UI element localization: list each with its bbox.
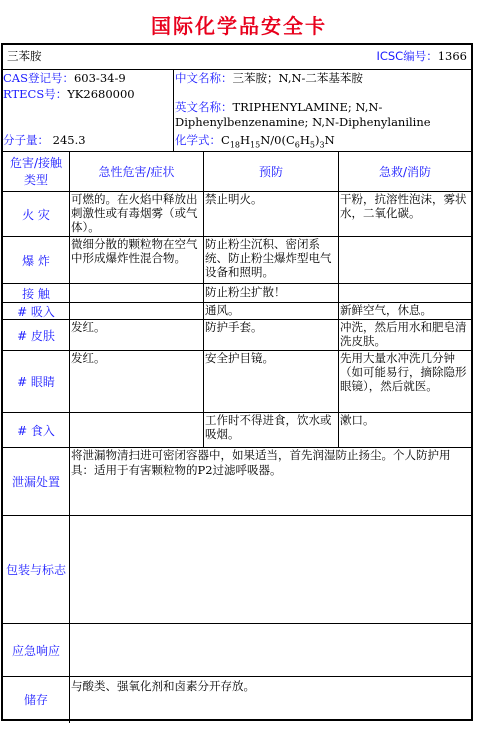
section-label-packaging: 包装与标志 <box>5 563 66 577</box>
fire-symptoms: 可燃的。在火焰中释放出刺激性或有毒烟雾（或气体）。 <box>71 192 198 234</box>
divider <box>3 515 471 516</box>
ingestion-first-aid: 漱口。 <box>340 413 375 427</box>
explosion-prevention: 防止粉尘沉积、密闭系统、防止粉尘爆炸型电气设备和照明。 <box>205 237 332 279</box>
formula-label: 化学式： <box>175 133 221 147</box>
eyes-symptoms: 发红。 <box>71 351 106 365</box>
english-name <box>175 100 471 130</box>
chemical-name: 三苯胺 <box>7 49 42 63</box>
column-header-first-aid: 急救/消防 <box>378 164 432 179</box>
inhalation-first-aid: 新鲜空气，休息。 <box>340 303 432 317</box>
row-label-eyes: # 眼睛 <box>17 375 55 389</box>
divider <box>3 69 471 70</box>
contact-prevention: 防止粉尘扩散！ <box>205 285 286 299</box>
skin-first-aid: 冲洗，然后用水和肥皂清洗皮肤。 <box>340 320 467 348</box>
cn-name-value: 三苯胺；N,N-二苯基苯胺 <box>232 71 363 85</box>
molecular-weight <box>3 133 86 148</box>
skin-symptoms: 发红。 <box>71 320 106 334</box>
column-header-symptoms: 急性危害/症状 <box>98 164 175 179</box>
row-label-explosion: 爆 炸 <box>22 253 50 268</box>
rtecs-number <box>3 87 135 102</box>
column-header-hazard-type: 危害/接触 类型 <box>9 156 63 187</box>
eyes-prevention: 安全护目镜。 <box>205 351 274 365</box>
row-label-contact: 接 触 <box>22 286 50 301</box>
fire-prevention: 禁止明火。 <box>205 192 263 206</box>
chinese-name <box>175 71 363 86</box>
skin-prevention: 防护手套。 <box>205 320 263 334</box>
cn-name-label: 中文名称： <box>175 71 233 85</box>
ingestion-prevention: 工作时不得进食，饮水或吸烟。 <box>205 413 332 441</box>
inhalation-prevention: 通风。 <box>205 303 240 317</box>
divider <box>173 69 174 151</box>
column-header-prevention: 预防 <box>258 164 283 179</box>
divider <box>3 623 471 624</box>
fire-first-aid: 干粉，抗溶性泡沫，雾状水，二氧化碳。 <box>340 192 467 220</box>
divider <box>3 283 471 284</box>
rtecs-label: RTECS号： <box>3 87 68 101</box>
en-name-label: 英文名称： <box>175 100 233 114</box>
cas-number <box>3 71 126 86</box>
icsc-number <box>376 49 467 64</box>
icsc-label: ICSC编号： <box>376 49 438 63</box>
en-name-line2: Diphenylbenzenamine; N,N-Diphenylaniline <box>175 115 431 129</box>
mw-value: 245.3 <box>52 133 86 147</box>
cas-label: CAS登记号： <box>3 71 74 85</box>
row-label-inhalation: # 吸入 <box>17 304 55 319</box>
divider <box>3 676 471 677</box>
row-label-skin: # 皮肤 <box>17 328 55 343</box>
cas-value: 603-34-9 <box>73 71 126 85</box>
page-title: 国际化学品安全卡 <box>151 14 327 38</box>
explosion-symptoms: 微细分散的颗粒物在空气中形成爆炸性混合物。 <box>71 237 198 265</box>
en-name-line1: TRIPHENYLAMINE; N,N- <box>232 100 383 114</box>
safety-card <box>1 43 473 721</box>
section-label-spill: 泄漏处置 <box>11 475 60 489</box>
chemical-formula: 化学式：$C_{18}H_{15}N/0(C_6H_5)_3N$ <box>175 133 335 150</box>
rtecs-value: YK2680000 <box>67 87 135 101</box>
section-label-emergency: 应急响应 <box>11 643 60 658</box>
storage-text: 与酸类、强氧化剂和卤素分开存放。 <box>71 679 255 693</box>
row-label-fire: 火 灾 <box>22 207 50 222</box>
eyes-first-aid: 先用大量水冲洗几分钟（如可能易行，摘除隐形眼镜），然后就医。 <box>340 351 467 393</box>
section-label-storage: 储存 <box>23 692 48 707</box>
mw-label: 分子量： <box>3 133 49 147</box>
spill-text: 将泄漏物清扫进可密闭容器中，如果适当，首先润湿防止扬尘。个人防护用具：适用于有害颗粒物的P2过滤呼吸器。 <box>71 448 451 477</box>
icsc-value: 1366 <box>437 49 467 63</box>
row-label-ingestion: # 食入 <box>17 423 55 438</box>
